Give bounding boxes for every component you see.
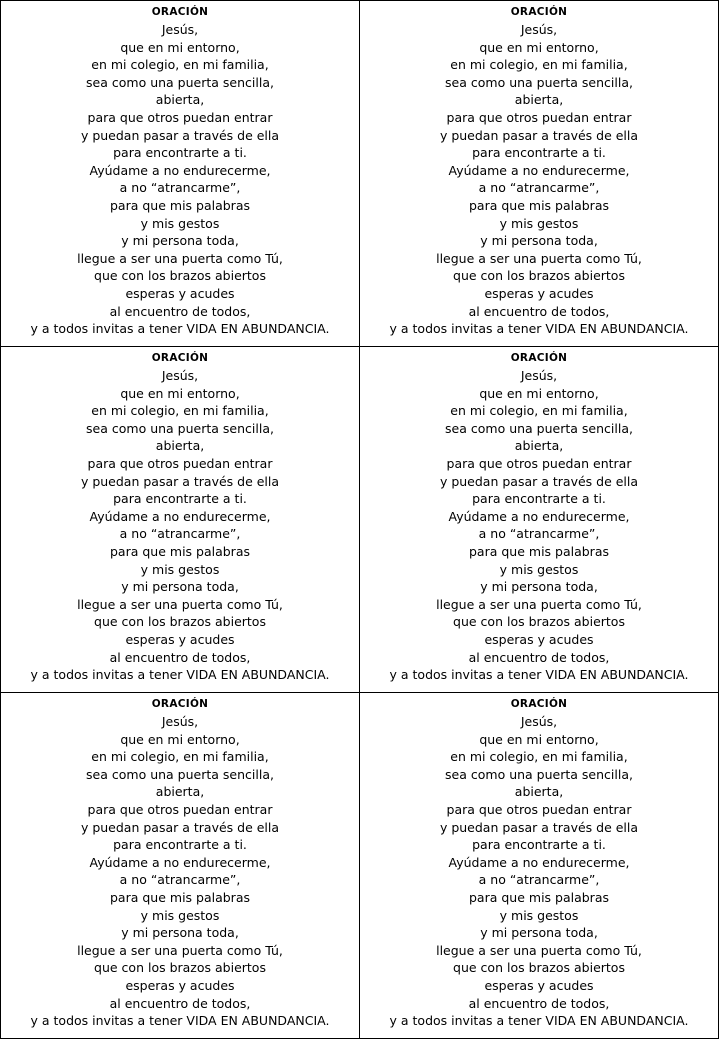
prayer-line: para que otros puedan entrar [87, 801, 273, 817]
prayer-line: y puedan pasar a través de ella [439, 473, 639, 489]
prayer-line: y a todos invitas a tener VIDA EN ABUNDANCIA. [389, 667, 689, 683]
prayer-line: y a todos invitas a tener VIDA EN ABUNDANCIA. [389, 321, 689, 337]
prayer-line: y puedan pasar a través de ella [80, 127, 280, 143]
prayer-line: Jesús, [161, 22, 199, 37]
prayer-line: en mi colegio, en mi familia, [91, 749, 269, 765]
prayer-line: Ayúdame a no endurecerme, [448, 854, 630, 870]
prayer-card [0, 0, 360, 347]
prayer-line: y mis gestos [499, 215, 579, 231]
card-title: ORACIÓN [510, 6, 568, 18]
prayer-line: para encontrarte a ti. [113, 837, 247, 853]
prayer-line: a no “atrancarme”, [478, 526, 600, 542]
prayer-line: al encuentro de todos, [468, 649, 610, 665]
prayer-line: en mi colegio, en mi familia, [91, 403, 269, 419]
prayer-line: abierta, [155, 784, 205, 800]
prayer-line: que con los brazos abiertos [453, 960, 625, 976]
prayer-line: para que mis palabras [110, 197, 250, 213]
prayer-line: y mis gestos [140, 907, 220, 923]
prayer-line: Jesús, [520, 22, 558, 37]
prayer-line: y a todos invitas a tener VIDA EN ABUNDANCIA. [30, 1013, 330, 1029]
prayer-line: sea como una puerta sencilla, [86, 74, 274, 90]
prayer-line: a no “atrancarme”, [119, 872, 241, 888]
prayer-line: al encuentro de todos, [109, 995, 251, 1011]
prayer-line: sea como una puerta sencilla, [86, 766, 274, 782]
prayer-line: al encuentro de todos, [109, 303, 251, 319]
prayer-line: llegue a ser una puerta como Tú, [77, 942, 283, 958]
prayer-line: para que otros puedan entrar [87, 455, 273, 471]
prayer-line: para que otros puedan entrar [446, 801, 632, 817]
prayer-line: Ayúdame a no endurecerme, [448, 162, 630, 178]
prayer-line: y mis gestos [499, 561, 579, 577]
prayer-line: abierta, [155, 438, 205, 454]
prayer-line: sea como una puerta sencilla, [445, 74, 633, 90]
prayer-line: y puedan pasar a través de ella [439, 127, 639, 143]
prayer-line: abierta, [514, 438, 564, 454]
prayer-card [359, 346, 719, 693]
prayer-line: que con los brazos abiertos [453, 268, 625, 284]
prayer-line: llegue a ser una puerta como Tú, [436, 942, 642, 958]
prayer-line: que en mi entorno, [479, 731, 599, 747]
prayer-line: esperas y acudes [484, 631, 594, 647]
prayer-line: que con los brazos abiertos [94, 268, 266, 284]
prayer-line: Ayúdame a no endurecerme, [89, 508, 271, 524]
prayer-line: que en mi entorno, [120, 39, 240, 55]
prayer-line: que con los brazos abiertos [94, 960, 266, 976]
prayer-line: que en mi entorno, [479, 39, 599, 55]
prayer-card [359, 692, 719, 1039]
prayer-line: llegue a ser una puerta como Tú, [77, 250, 283, 266]
prayer-line: para que mis palabras [469, 543, 609, 559]
prayer-line: y mi persona toda, [121, 925, 239, 941]
prayer-line: para encontrarte a ti. [472, 491, 606, 507]
prayer-line: llegue a ser una puerta como Tú, [436, 596, 642, 612]
prayer-line: y mis gestos [140, 561, 220, 577]
prayer-line: para que mis palabras [110, 889, 250, 905]
prayer-line: al encuentro de todos, [468, 995, 610, 1011]
prayer-line: Jesús, [161, 714, 199, 729]
prayer-line: llegue a ser una puerta como Tú, [77, 596, 283, 612]
prayer-line: sea como una puerta sencilla, [445, 766, 633, 782]
prayer-line: y mis gestos [140, 215, 220, 231]
card-title: ORACIÓN [151, 698, 209, 710]
prayer-card [0, 692, 360, 1039]
prayer-line: esperas y acudes [484, 977, 594, 993]
prayer-line: esperas y acudes [125, 631, 235, 647]
prayer-line: y mi persona toda, [121, 233, 239, 249]
card-title: ORACIÓN [510, 698, 568, 710]
prayer-line: esperas y acudes [125, 285, 235, 301]
prayer-line: para encontrarte a ti. [472, 837, 606, 853]
prayer-line: Ayúdame a no endurecerme, [89, 162, 271, 178]
prayer-line: que con los brazos abiertos [94, 614, 266, 630]
prayer-line: y mi persona toda, [480, 925, 598, 941]
prayer-line: en mi colegio, en mi familia, [450, 403, 628, 419]
prayer-line: sea como una puerta sencilla, [86, 420, 274, 436]
prayer-line: a no “atrancarme”, [478, 872, 600, 888]
prayer-line: y a todos invitas a tener VIDA EN ABUNDANCIA. [30, 667, 330, 683]
prayer-line: y puedan pasar a través de ella [80, 819, 280, 835]
prayer-line: y puedan pasar a través de ella [80, 473, 280, 489]
prayer-line: para que otros puedan entrar [446, 455, 632, 471]
prayer-line: llegue a ser una puerta como Tú, [436, 250, 642, 266]
prayer-line: para que mis palabras [110, 543, 250, 559]
prayer-line: para que mis palabras [469, 197, 609, 213]
prayer-line: para encontrarte a ti. [113, 491, 247, 507]
prayer-line: Jesús, [520, 714, 558, 729]
prayer-line: que en mi entorno, [120, 731, 240, 747]
prayer-line: y mi persona toda, [480, 579, 598, 595]
prayer-line: a no “atrancarme”, [119, 180, 241, 196]
prayer-line: Ayúdame a no endurecerme, [448, 508, 630, 524]
prayer-line: abierta, [155, 92, 205, 108]
prayer-line: que con los brazos abiertos [453, 614, 625, 630]
prayer-line: para que otros puedan entrar [87, 109, 273, 125]
prayer-line: para que otros puedan entrar [446, 109, 632, 125]
prayer-line: que en mi entorno, [120, 385, 240, 401]
prayer-line: sea como una puerta sencilla, [445, 420, 633, 436]
prayer-line: y a todos invitas a tener VIDA EN ABUNDANCIA. [30, 321, 330, 337]
prayer-line: y mi persona toda, [121, 579, 239, 595]
prayer-card [359, 0, 719, 347]
prayer-line: abierta, [514, 92, 564, 108]
prayer-line: esperas y acudes [125, 977, 235, 993]
prayer-line: en mi colegio, en mi familia, [450, 749, 628, 765]
prayer-line: que en mi entorno, [479, 385, 599, 401]
card-title: ORACIÓN [151, 352, 209, 364]
prayer-line: para encontrarte a ti. [113, 145, 247, 161]
card-title: ORACIÓN [510, 352, 568, 364]
card-title: ORACIÓN [151, 6, 209, 18]
prayer-line: para encontrarte a ti. [472, 145, 606, 161]
prayer-line: a no “atrancarme”, [119, 526, 241, 542]
prayer-line: a no “atrancarme”, [478, 180, 600, 196]
prayer-line: abierta, [514, 784, 564, 800]
prayer-line: en mi colegio, en mi familia, [450, 57, 628, 73]
prayer-line: para que mis palabras [469, 889, 609, 905]
prayer-line: Jesús, [161, 368, 199, 383]
prayer-line: en mi colegio, en mi familia, [91, 57, 269, 73]
prayer-line: y puedan pasar a través de ella [439, 819, 639, 835]
prayer-card [0, 346, 360, 693]
prayer-line: y mi persona toda, [480, 233, 598, 249]
prayer-line: y a todos invitas a tener VIDA EN ABUNDANCIA. [389, 1013, 689, 1029]
prayer-line: Ayúdame a no endurecerme, [89, 854, 271, 870]
prayer-line: y mis gestos [499, 907, 579, 923]
prayer-line: al encuentro de todos, [109, 649, 251, 665]
prayer-line: esperas y acudes [484, 285, 594, 301]
prayer-line: al encuentro de todos, [468, 303, 610, 319]
prayer-line: Jesús, [520, 368, 558, 383]
